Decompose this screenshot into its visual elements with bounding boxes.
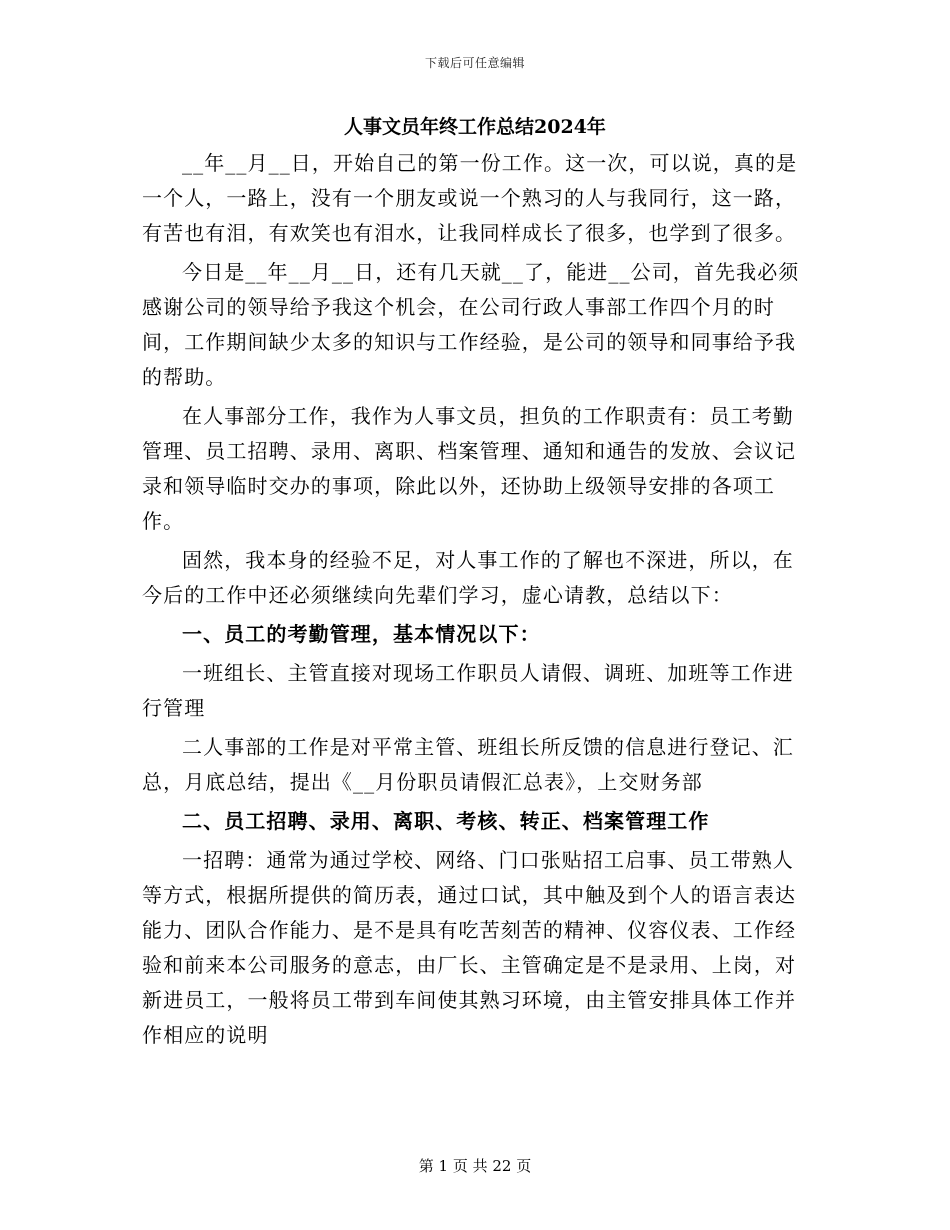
paragraph: 在人事部分工作，我作为人事文员，担负的工作职责有：员工考勤管理、员工招聘、录用、离职、档案管理、通知和通告的发放、会议记录和领导临时交办的事项，除此以外，还协助上级领导安排的各项工作。 xyxy=(142,404,797,533)
page-number: 第 1 页 共 22 页 xyxy=(418,1157,532,1175)
document-title: 人事文员年终工作总结2024年 xyxy=(344,116,606,138)
paragraph: __年__月__日，开始自己的第一份工作。这一次，可以说，真的是一个人，一路上，没有一个朋友或说一个熟习的人与我同行，这一路，有苦也有泪，有欢笑也有泪水，让我同样成长了很多，也学到了很多。 xyxy=(142,151,798,245)
header-note: 下载后可任意编辑 xyxy=(424,56,525,70)
paragraph: 一班组长、主管直接对现场工作职员人请假、调班、加班等工作进行管理 xyxy=(142,661,794,720)
paragraph: 二人事部的工作是对平常主管、班组长所反馈的信息进行登记、汇总，月底总结，提出《__月份职员请假汇总表》，上交财务部 xyxy=(142,735,794,794)
document-body xyxy=(142,146,804,1057)
paragraph: 固然，我本身的经验不足，对人事工作的了解也不深进，所以，在今后的工作中还必须继续向先辈们学习，虚心请教，总结以下： xyxy=(142,548,794,607)
paragraph: 今日是__年__月__日，还有几天就__了，能进__公司，首先我必须感谢公司的领导给予我这个机会，在公司行政人事部工作四个月的时间，工作期间缺少太多的知识与工作经验，是公司的领导和同事给予我的帮助。 xyxy=(142,260,800,389)
section-heading: 二、员工招聘、录用、离职、考核、转正、档案管理工作 xyxy=(182,809,710,833)
section-heading: 一、员工的考勤管理，基本情况以下： xyxy=(182,622,541,646)
paragraph: 一招聘：通常为通过学校、网络、门口张贴招工启事、员工带熟人等方式，根据所提供的简历表，通过口试，其中触及到个人的语言表达能力、团队合作能力、是不是具有吃苦刻苦的精神、仪容仪表、工作经验和前来本公司服务的意志，由厂长、主管确定是不是录用、上岗，对新进员工，一般将员工带到车间使其熟习环境，由主管安排具体工作并作相应的说明 xyxy=(142,848,797,1047)
